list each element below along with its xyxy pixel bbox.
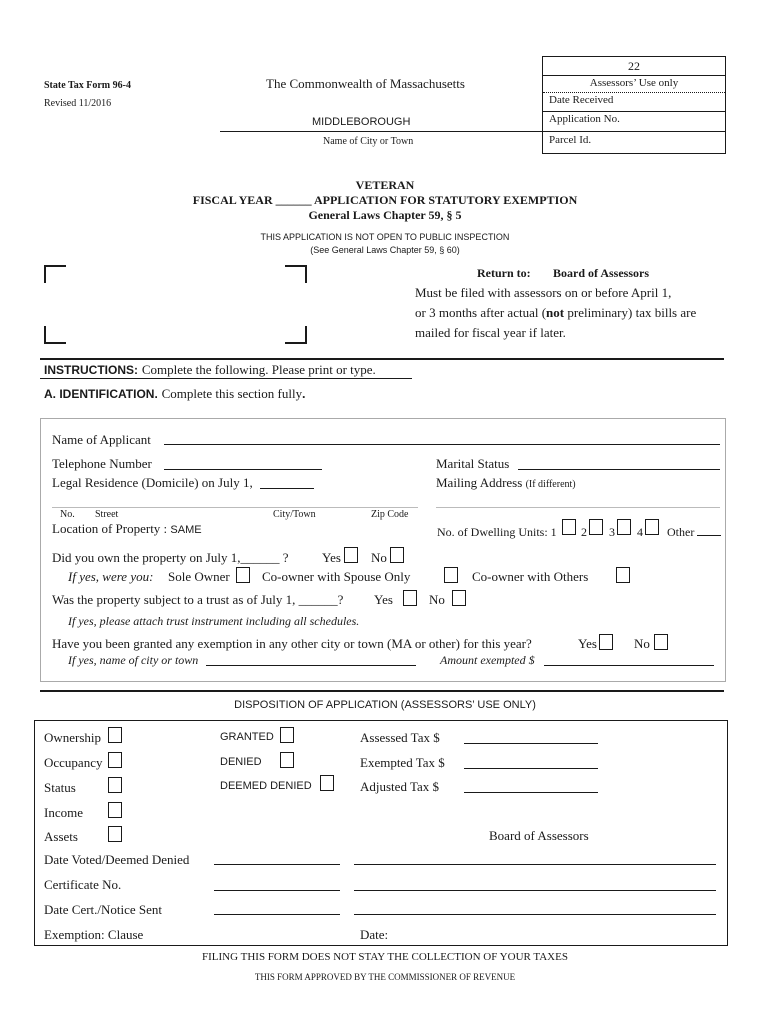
zip-code-label: Zip Code (371, 509, 409, 520)
amount-exempted-field[interactable] (544, 665, 714, 666)
application-no-label: Application No. (549, 113, 620, 125)
income-checkbox[interactable] (108, 802, 122, 818)
income-label: Income (44, 805, 83, 820)
city-name: MIDDLEBOROUGH (312, 116, 411, 128)
board-of-assessors-label: Board of Assessors (489, 828, 589, 843)
dwelling-4-checkbox[interactable] (645, 519, 659, 535)
granted-yes-checkbox[interactable] (599, 634, 613, 650)
return-to-value: Board of Assessors (553, 266, 650, 280)
amount-exempted-label: Amount exempted $ (440, 653, 535, 667)
dwelling-other-label: Other (667, 525, 695, 539)
assets-label: Assets (44, 829, 78, 844)
signature-line-1[interactable] (354, 864, 716, 865)
signature-line-3[interactable] (354, 914, 716, 915)
ownership-label: Ownership (44, 730, 102, 745)
assessors-number: 22 (628, 59, 640, 73)
section-a-heading: A. IDENTIFICATION. (44, 387, 158, 401)
signature-line-2[interactable] (354, 890, 716, 891)
own-no-checkbox[interactable] (390, 547, 404, 563)
co-owner-others-checkbox[interactable] (616, 567, 630, 583)
disposition-rule (40, 690, 724, 692)
date-label: Date: (360, 927, 389, 942)
dwelling-2-checkbox[interactable] (589, 519, 603, 535)
ownership-checkbox[interactable] (108, 727, 122, 743)
co-owner-spouse-checkbox[interactable] (444, 567, 458, 583)
instructions-line (44, 362, 376, 378)
trust-no-label: No (429, 592, 445, 607)
status-checkbox[interactable] (108, 777, 122, 793)
mailing-note: (If different) (525, 479, 576, 490)
adjusted-tax-label: Adjusted Tax $ (360, 779, 440, 794)
adjusted-tax-field[interactable] (464, 792, 598, 793)
certificate-no-label: Certificate No. (44, 877, 122, 892)
own-no-label: No (371, 550, 387, 565)
location-line (52, 521, 202, 537)
residence-year-field[interactable] (260, 488, 314, 489)
date-received-label: Date Received (549, 94, 614, 106)
parcel-id-label: Parcel Id. (549, 134, 592, 146)
telephone-field[interactable] (164, 469, 322, 470)
assessors-use-box (542, 56, 726, 154)
address-corner-bl (44, 326, 66, 344)
instructions-rule-top (40, 358, 724, 360)
city-name-label: If yes, name of city or town (68, 653, 199, 667)
assessed-tax-label: Assessed Tax $ (360, 730, 440, 745)
street-label: Street (95, 509, 119, 520)
address-corner-br (285, 326, 307, 344)
sole-owner-label: Sole Owner (168, 569, 230, 584)
occupancy-checkbox[interactable] (108, 752, 122, 768)
public-inspection-notice: THIS APPLICATION IS NOT OPEN TO PUBLIC INSPECTION (260, 232, 510, 242)
no-label: No. (60, 509, 75, 520)
footer-collection-notice: FILING THIS FORM DOES NOT STAY THE COLLECTION OF YOUR TAXES (202, 951, 568, 963)
form-id: State Tax Form 96-4 (44, 80, 131, 91)
sole-owner-checkbox[interactable] (236, 567, 250, 583)
title-fiscal-year: FISCAL YEAR ______ APPLICATION FOR STATUTORY EXEMPTION (192, 193, 578, 207)
date-cert-field[interactable] (214, 914, 340, 915)
address-corner-tl (44, 265, 66, 283)
date-voted-field[interactable] (214, 864, 340, 865)
trust-question: Was the property subject to a trust as of July 1, ______? (52, 592, 344, 607)
location-label: Location of Property : (52, 521, 168, 536)
mailing-address-line (436, 475, 576, 491)
filing-deadline-line3: mailed for fiscal year if later. (415, 325, 566, 340)
exempted-tax-field[interactable] (464, 768, 598, 769)
instructions-heading: INSTRUCTIONS: (44, 363, 138, 377)
city-name-field[interactable] (206, 665, 416, 666)
return-to-label: Return to: (477, 266, 531, 280)
filing-deadline-line1: Must be filed with assessors on or before April 1, (415, 285, 672, 300)
filing-deadline-line2: or 3 months after actual (not preliminary) tax bills are (415, 305, 697, 320)
revised-date: Revised 11/2016 (44, 98, 112, 109)
own-property-question: Did you own the property on July 1,______ ? (52, 550, 289, 565)
date-voted-label: Date Voted/Deemed Denied (44, 852, 190, 867)
dwelling-2-label: 2 (581, 525, 587, 539)
assessors-use-title: Assessors’ Use only (589, 77, 679, 89)
trust-no-checkbox[interactable] (452, 590, 466, 606)
applicant-name-field[interactable] (164, 444, 720, 445)
co-owner-others-label: Co-owner with Others (472, 569, 589, 584)
disposition-title: DISPOSITION OF APPLICATION (ASSESSORS’ USE ONLY) (234, 699, 536, 711)
deemed-denied-label: DEEMED DENIED (220, 780, 312, 792)
trust-yes-checkbox[interactable] (403, 590, 417, 606)
denied-label: DENIED (220, 756, 262, 768)
if-yes-were-label: If yes, were you: (68, 569, 154, 584)
location-value[interactable]: SAME (170, 524, 202, 536)
title-veteran: VETERAN (355, 178, 415, 192)
mailing-address-field[interactable] (436, 507, 720, 508)
assets-checkbox[interactable] (108, 826, 122, 842)
granted-checkbox[interactable] (280, 727, 294, 743)
date-cert-label: Date Cert./Notice Sent (44, 902, 163, 917)
trust-note: If yes, please attach trust instrument including all schedules. (68, 614, 360, 628)
applicant-name-label: Name of Applicant (52, 432, 151, 447)
dwelling-3-checkbox[interactable] (617, 519, 631, 535)
assessed-tax-field[interactable] (464, 743, 598, 744)
co-owner-spouse-label: Co-owner with Spouse Only (262, 569, 411, 584)
trust-yes-label: Yes (374, 592, 393, 607)
dwelling-units-label: No. of Dwelling Units: 1 (437, 525, 557, 539)
mailing-address-label: Mailing Address (436, 475, 523, 490)
dwelling-other-field[interactable] (697, 535, 721, 536)
address-corner-tr (285, 265, 307, 283)
city-town-label: City/Town (273, 509, 316, 520)
own-yes-checkbox[interactable] (344, 547, 358, 563)
exemption-clause-label: Exemption: Clause (44, 927, 144, 942)
marital-status-label: Marital Status (436, 456, 510, 471)
own-yes-label: Yes (322, 550, 341, 565)
granted-no-checkbox[interactable] (654, 634, 668, 650)
instructions-text: Complete the following. Please print or type. (141, 362, 376, 377)
granted-yes-label: Yes (578, 636, 597, 651)
granted-no-label: No (634, 636, 650, 651)
occupancy-label: Occupancy (44, 755, 103, 770)
exempted-tax-label: Exempted Tax $ (360, 755, 445, 770)
deemed-denied-checkbox[interactable] (320, 775, 334, 791)
certificate-no-field[interactable] (214, 890, 340, 891)
granted-exemption-question: Have you been granted any exemption in any other city or town (MA or other) for this year? (52, 636, 532, 651)
title-general-laws: General Laws Chapter 59, § 5 (308, 208, 462, 222)
city-underline (220, 131, 542, 132)
dwelling-3-label: 3 (609, 525, 615, 539)
footer-approved-notice: THIS FORM APPROVED BY THE COMMISSIONER OF REVENUE (254, 972, 516, 982)
section-a-line: A. IDENTIFICATION. Complete this section fully. (44, 386, 306, 401)
residence-address-field[interactable] (52, 507, 418, 508)
denied-checkbox[interactable] (280, 752, 294, 768)
granted-label: GRANTED (220, 731, 274, 743)
chapter-59-notice: (See General Laws Chapter 59, § 60) (310, 245, 460, 255)
legal-residence-label: Legal Residence (Domicile) on July 1, (52, 475, 253, 490)
dwelling-1-checkbox[interactable] (562, 519, 576, 535)
commonwealth-title: The Commonwealth of Massachusetts (266, 76, 465, 91)
telephone-label: Telephone Number (52, 456, 152, 471)
city-label: Name of City or Town (323, 136, 414, 147)
instructions-rule (40, 378, 412, 379)
section-a-text: Complete this section fully (161, 386, 303, 401)
dwelling-4-label: 4 (637, 525, 643, 539)
status-label: Status (44, 780, 76, 795)
marital-status-field[interactable] (518, 469, 720, 470)
